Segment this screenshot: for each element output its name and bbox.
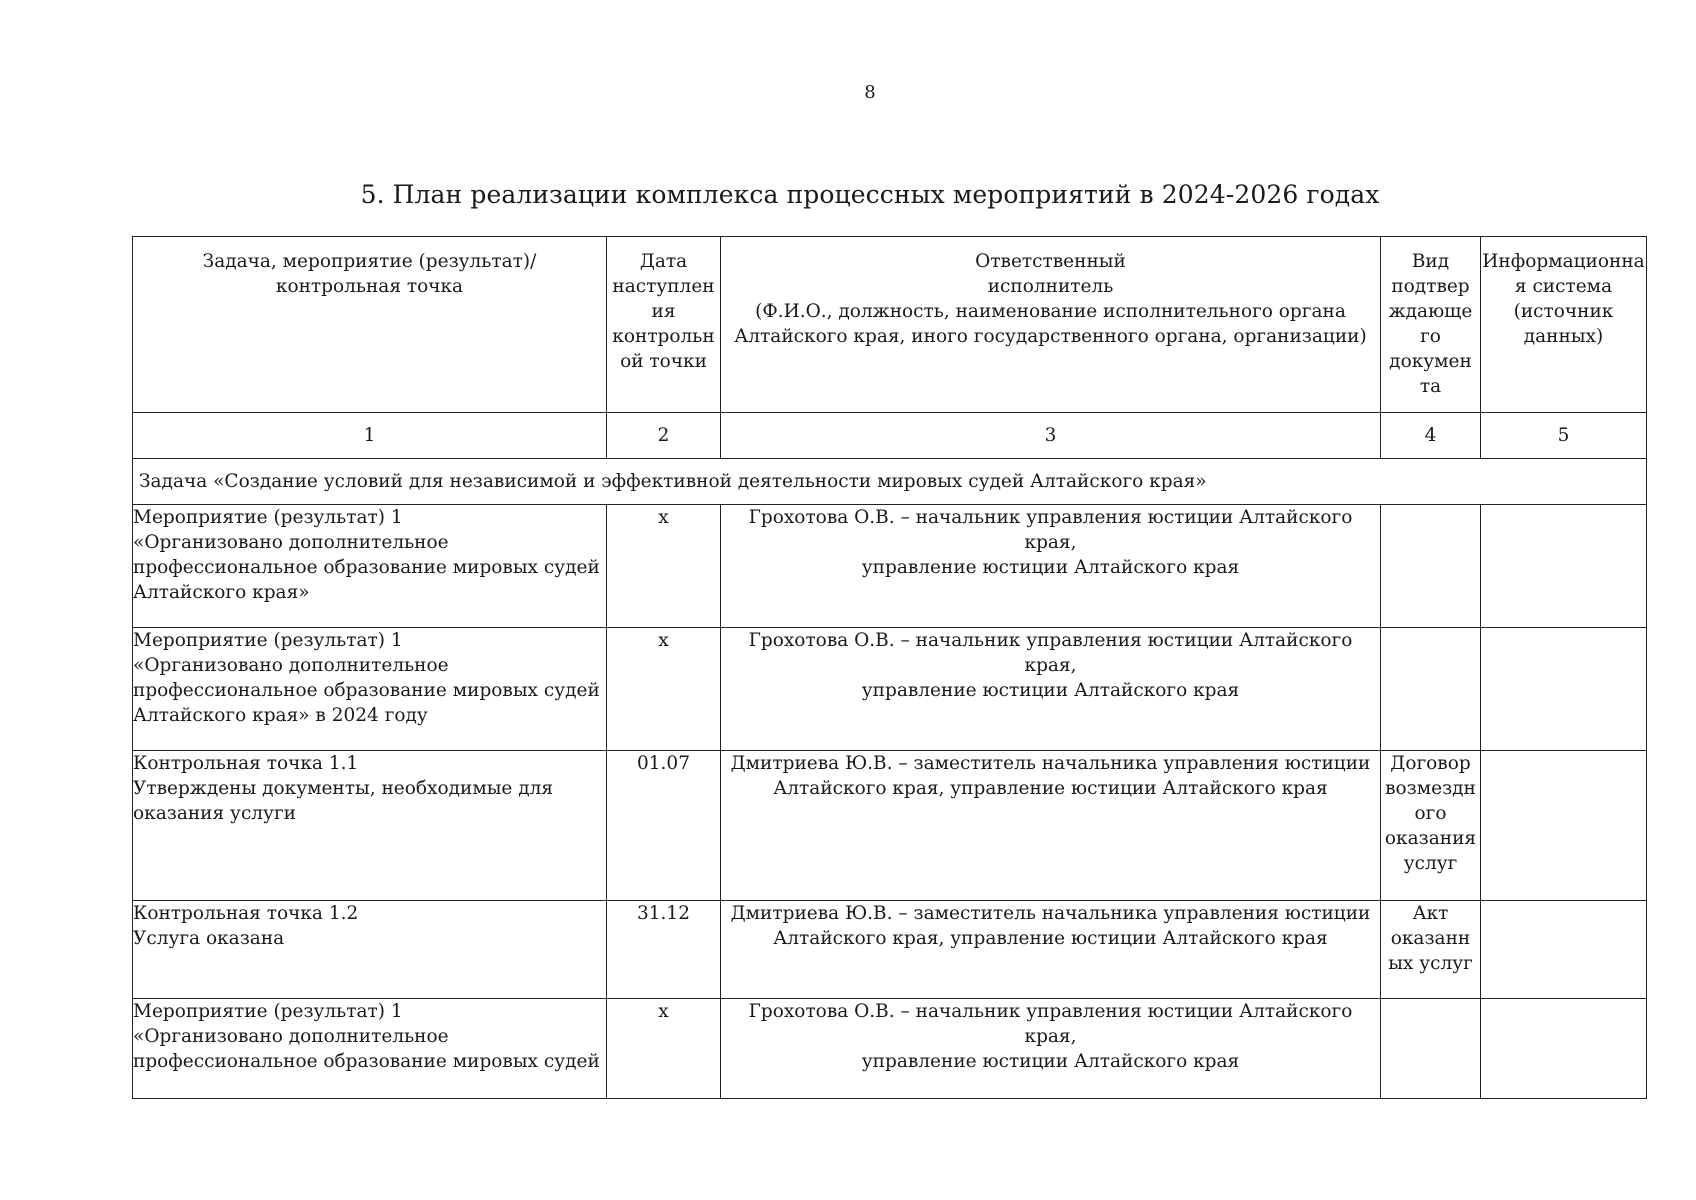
header-info-line: я система: [1514, 276, 1613, 297]
document-cell: [1381, 999, 1481, 1099]
cell-line: «Организовано дополнительное: [133, 1026, 449, 1047]
document-cell: [1381, 505, 1481, 628]
cell-line: управление юстиции Алтайского края: [861, 557, 1240, 578]
header-date-line: Дата: [639, 251, 688, 272]
cell-line: Контрольная точка 1.1: [133, 753, 359, 774]
column-number: 3: [721, 413, 1381, 459]
cell-line: оказания услуги: [133, 803, 296, 824]
cell-line: Грохотова О.В. – начальник управления юстиции Алтайского края,: [748, 507, 1353, 553]
cell-line: ого: [1414, 803, 1447, 824]
info-system-cell: [1481, 628, 1647, 751]
table-row: [133, 628, 1647, 751]
document-title: 5. План реализации комплекса процессных мероприятий в 2024-2026 годах: [360, 180, 1380, 209]
cell-line: «Организовано дополнительное: [133, 532, 449, 553]
cell-line: профессиональное образование мировых судей: [133, 1051, 600, 1072]
task-cell: [133, 628, 607, 751]
column-number: 1: [133, 413, 607, 459]
cell-line: Дмитриева Ю.В. – заместитель начальника управления юстиции: [730, 903, 1371, 924]
responsible-cell: [721, 628, 1381, 751]
document-cell: [1381, 628, 1481, 751]
date-cell: х: [607, 628, 721, 751]
table-row: [133, 751, 1647, 901]
cell-line: оказанн: [1390, 928, 1471, 949]
document-cell: [1381, 751, 1481, 901]
cell-line: профессиональное образование мировых судей: [133, 680, 600, 701]
cell-line: услуг: [1403, 853, 1458, 874]
column-number: 5: [1481, 413, 1647, 459]
cell-line: Контрольная точка 1.2: [133, 903, 359, 924]
info-system-cell: [1481, 751, 1647, 901]
cell-line: Грохотова О.В. – начальник управления юстиции Алтайского края,: [748, 630, 1353, 676]
cell-line: Алтайского края, управление юстиции Алтайского края: [773, 778, 1328, 799]
task-title: Задача «Создание условий для независимой и эффективной деятельности мировых судей Алтайского края»: [133, 459, 1647, 505]
header-document-line: Вид: [1411, 251, 1450, 272]
header-task: Задача, мероприятие (результат)/ контрольная точка: [133, 237, 607, 413]
header-info-line: Информационна: [1482, 251, 1645, 272]
header-responsible: [721, 237, 1381, 413]
column-number: 4: [1381, 413, 1481, 459]
header-date-line: наступлен: [612, 276, 715, 297]
cell-line: «Организовано дополнительное: [133, 655, 449, 676]
implementation-plan-table: [132, 236, 1647, 1099]
header-responsible-line: (Ф.И.О., должность, наименование исполнительного органа: [755, 301, 1346, 322]
task-cell: [133, 505, 607, 628]
info-system-cell: [1481, 505, 1647, 628]
date-cell: 01.07: [607, 751, 721, 901]
cell-line: профессиональное образование мировых судей: [133, 557, 600, 578]
cell-line: оказания: [1384, 828, 1477, 849]
responsible-cell: [721, 901, 1381, 999]
table-row: [133, 901, 1647, 999]
task-cell: [133, 751, 607, 901]
cell-line: Алтайского края»: [133, 582, 310, 603]
cell-line: Утверждены документы, необходимые для: [133, 778, 554, 799]
cell-line: Мероприятие (результат) 1: [133, 630, 403, 651]
cell-line: Алтайского края» в 2024 году: [133, 705, 428, 726]
cell-line: Алтайского края, управление юстиции Алтайского края: [773, 928, 1328, 949]
date-cell: х: [607, 505, 721, 628]
task-cell: [133, 901, 607, 999]
cell-line: Дмитриева Ю.В. – заместитель начальника управления юстиции: [730, 753, 1371, 774]
header-info-line: (источник: [1513, 301, 1614, 322]
header-info-line: данных): [1523, 326, 1604, 347]
table-row: [133, 999, 1647, 1099]
info-system-cell: [1481, 901, 1647, 999]
responsible-cell: [721, 751, 1381, 901]
cell-line: возмездн: [1385, 778, 1476, 799]
header-document-line: ждающе: [1388, 301, 1473, 322]
header-date: [607, 237, 721, 413]
cell-line: Акт: [1412, 903, 1449, 924]
info-system-cell: [1481, 999, 1647, 1099]
cell-line: Мероприятие (результат) 1: [133, 1001, 403, 1022]
column-number-row: [133, 413, 1647, 459]
cell-line: Грохотова О.В. – начальник управления юстиции Алтайского края,: [748, 1001, 1353, 1047]
task-row: [133, 459, 1647, 505]
header-document-line: подтвер: [1391, 276, 1470, 297]
header-document-line: го: [1420, 326, 1441, 347]
table-row: [133, 505, 1647, 628]
responsible-cell: [721, 999, 1381, 1099]
cell-line: ых услуг: [1388, 953, 1473, 974]
date-cell: 31.12: [607, 901, 721, 999]
header-date-line: контрольн: [612, 326, 715, 347]
cell-line: управление юстиции Алтайского края: [861, 1051, 1240, 1072]
header-date-line: ия: [651, 301, 676, 322]
column-number: 2: [607, 413, 721, 459]
cell-line: Мероприятие (результат) 1: [133, 507, 403, 528]
header-document-line: докумен: [1389, 351, 1472, 372]
cell-line: Услуга оказана: [133, 928, 285, 949]
header-responsible-line: Ответственный: [975, 251, 1126, 272]
page-number: 8: [864, 82, 876, 103]
header-document-type: [1381, 237, 1481, 413]
task-cell: [133, 999, 607, 1099]
cell-line: управление юстиции Алтайского края: [861, 680, 1240, 701]
header-responsible-line: Алтайского края, иного государственного органа, организации): [734, 326, 1367, 347]
document-cell: [1381, 901, 1481, 999]
table-header-row: [133, 237, 1647, 413]
responsible-cell: [721, 505, 1381, 628]
cell-line: Договор: [1390, 753, 1471, 774]
date-cell: х: [607, 999, 721, 1099]
header-document-line: та: [1419, 376, 1442, 397]
header-info-system: [1481, 237, 1647, 413]
header-date-line: ой точки: [620, 351, 707, 372]
header-responsible-line: исполнитель: [987, 276, 1114, 297]
